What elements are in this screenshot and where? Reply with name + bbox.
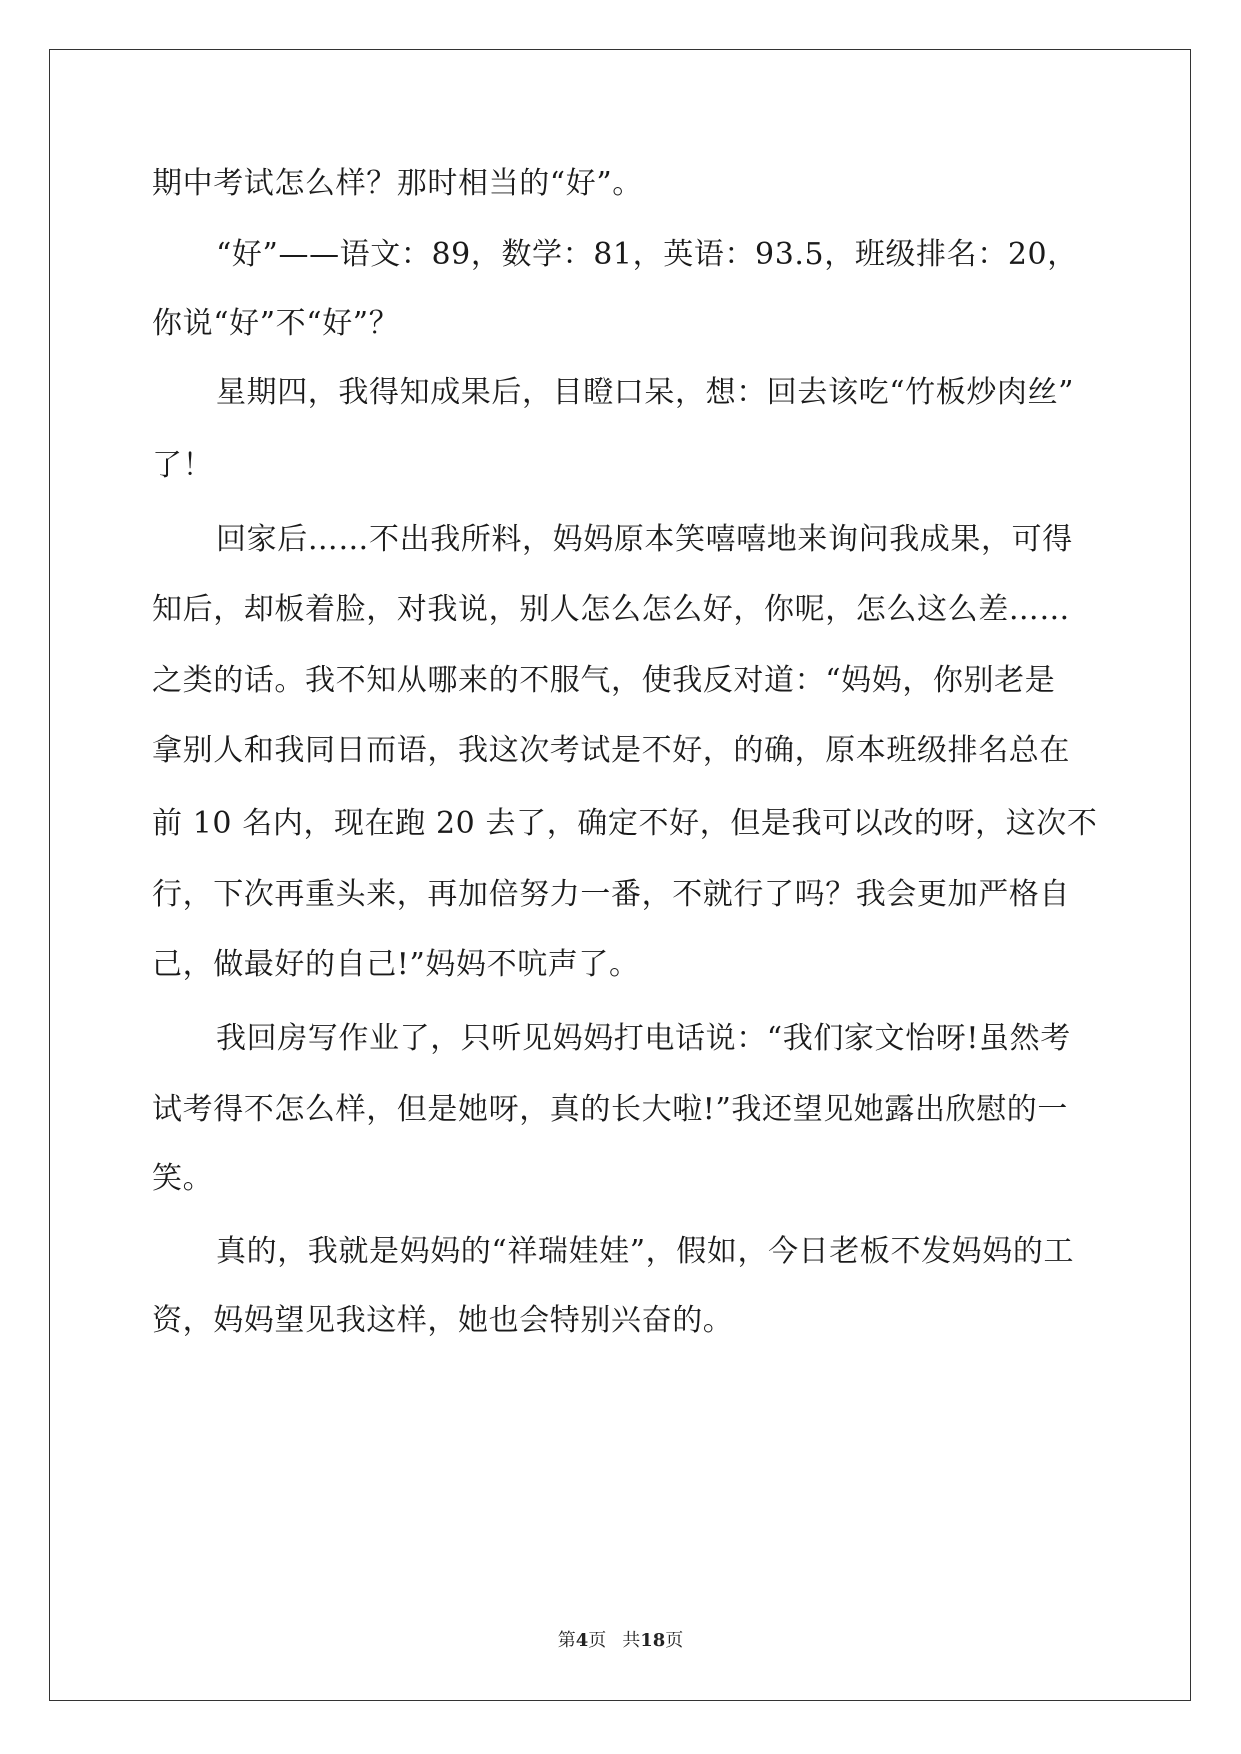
text-line: 回家后……不出我所料，妈妈原本笑嘻嘻地来询问我成果，可得 — [216, 522, 1073, 557]
text-line: 真的，我就是妈妈的“祥瑞娃娃”，假如，今日老板不发妈妈的工 — [216, 1234, 1075, 1269]
text-line: 前 10 名内，现在跑 20 去了，确定不好，但是我可以改的呀，这次不 — [152, 806, 1098, 841]
footer-page-prefix: 第 — [557, 1630, 576, 1651]
text-line: 己，做最好的自己!”妈妈不吭声了。 — [152, 947, 640, 982]
text-line: 资，妈妈望见我这样，她也会特别兴奋的。 — [152, 1303, 734, 1338]
text-line: 我回房写作业了，只听见妈妈打电话说：“我们家文怡呀!虽然考 — [216, 1021, 1071, 1056]
footer-total-suffix: 页 — [665, 1630, 684, 1651]
text-line: 行，下次再重头来，再加倍努力一番，不就行了吗？我会更加严格自 — [152, 877, 1070, 912]
text-line: “好”——语文：89，数学：81，英语：93.5，班级排名：20， — [216, 237, 1078, 272]
page-footer — [0, 1626, 1241, 1652]
text-line: 试考得不怎么样，但是她呀，真的长大啦!”我还望见她露出欣慰的一 — [152, 1092, 1068, 1127]
text-line: 星期四，我得知成果后，目瞪口呆，想：回去该吃“竹板炒肉丝” — [216, 375, 1075, 410]
text-line: 之类的话。我不知从哪来的不服气，使我反对道：“妈妈，你别老是 — [152, 663, 1056, 698]
text-line: 期中考试怎么样？那时相当的“好”。 — [152, 166, 643, 201]
text-line: 笑。 — [152, 1161, 214, 1196]
text-line: 拿别人和我同日而语，我这次考试是不好，的确，原本班级排名总在 — [152, 733, 1070, 768]
footer-page-number: 4 — [575, 1630, 589, 1651]
text-line: 你说“好”不“好”？ — [152, 306, 400, 341]
text-line: 了！ — [152, 448, 214, 483]
text-line: 知后，却板着脸，对我说，别人怎么怎么好，你呢，怎么这么差…… — [152, 592, 1070, 627]
footer-total-prefix: 共 — [622, 1630, 641, 1651]
footer-page-suffix: 页 — [588, 1630, 607, 1651]
footer-total-pages: 18 — [640, 1630, 666, 1651]
